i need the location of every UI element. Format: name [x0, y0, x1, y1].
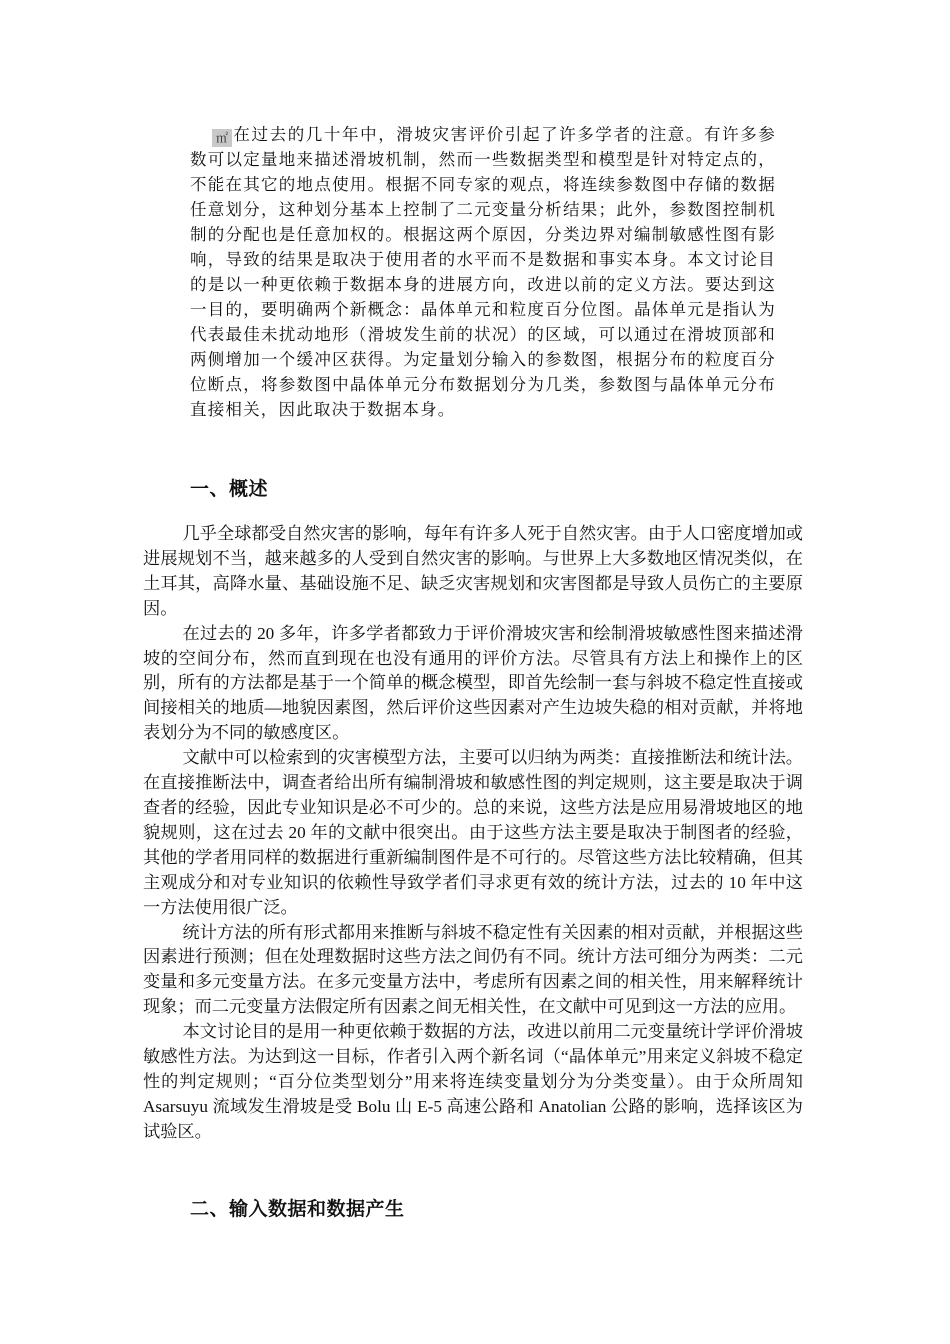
body-paragraph: 统计方法的所有形式都用来推断与斜坡不稳定性有关因素的相对贡献，并根据这些因素进行预测；但在处理数据时这些方法之间仍有不同。统计方法可细分为两类：二元变量和多元变量方法。在多元变量方法中，考虑所有因素之间的相关性，用来解释统计现象；而二元变量方法假定所有因素之间无相关性，在文献中可见到这一方法的应用。	[143, 922, 803, 1017]
section-heading-input-data: 二、输入数据和数据产生	[190, 1198, 405, 1220]
body-paragraph: 在过去的 20 多年，许多学者都致力于评价滑坡灾害和绘制滑坡敏感性图来描述滑坡的空间分布，然而直到现在也没有通用的评价方法。尽管具有方法上和操作上的区别，所有的方法都是基于一个简单的概念模型，即首先绘制一套与斜坡不稳定性直接或间接相关的地质—地貌因素图，然后评价这些因素对产生边坡失稳的相对贡献，并将地表划分为不同的敏感度区。	[143, 623, 803, 743]
embedded-object-icon: ㎡	[212, 129, 232, 147]
body-paragraph: 文献中可以检索到的灾害模型方法，主要可以归纳为两类：直接推断法和统计法。在直接推断法中，调查者给出所有编制滑坡和敏感性图的判定规则，这主要是取决于调查者的经验，因此专业知识是必不可少的。总的来说，这些方法是应用易滑坡地区的地貌规则，这在过去 20 年的文献中很突出。由于这些方法主要是取决于制图者的经验，其他的学者用同样的数据进行重新编制图件是不可行的。尽管这些方法比较精确，但其主观成分和对专业知识的依赖性导致学者们寻求更有效的统计方法，过去的 10 年中这一方法使用很广泛。	[143, 748, 803, 917]
abstract-text: 在过去的几十年中，滑坡灾害评价引起了许多学者的注意。有许多参数可以定量地来描述滑坡机制，然而一些数据类型和模型是针对特定点的，不能在其它的地点使用。根据不同专家的观点，将连续参数图中存储的数据任意划分，这种划分基本上控制了二元变量分析结果；此外，参数图控制机制的分配也是任意加权的。根据这两个原因，分类边界对编制敏感性图有影响，导致的结果是取决于使用者的水平而不是数据和事实本身。本文讨论目的是以一种更依赖于数据本身的进展方向，改进以前的定义方法。要达到这一目的，要明确两个新概念：晶体单元和粒度百分位图。晶体单元是指认为代表最佳未扰动地形（滑坡发生前的状况）的区域，可以通过在滑坡顶部和两侧增加一个缓冲区获得。为定量划分输入的参数图，根据分布的粒度百分位断点，将参数图中晶体单元分布数据划分为几类，参数图与晶体单元分布直接相关，因此取决于数据本身。	[190, 125, 776, 419]
section-heading-overview: 一、概述	[190, 478, 269, 500]
body-paragraph: 本文讨论目的是用一种更依赖于数据的方法，改进以前用二元变量统计学评价滑坡敏感性方法。为达到这一目标，作者引入两个新名词（“晶体单元”用来定义斜坡不稳定性的判定规则；“百分位类型划分”用来将连续变量划分为分类变量）。由于众所周知 Asarsuyu 流域发生滑坡是受 Bolu 山 E-5 高速公路和 Anatolian 公路的影响，选择该区为试验区。	[143, 1022, 803, 1141]
section-body-overview	[143, 522, 803, 1145]
body-paragraph: 几乎全球都受自然灾害的影响，每年有许多人死于自然灾害。由于人口密度增加或进展规划不当，越来越多的人受到自然灾害的影响。与世界上大多数地区情况类似，在土耳其，高降水量、基础设施不足、缺乏灾害规划和灾害图都是导致人员伤亡的主要原因。	[143, 524, 803, 618]
abstract-paragraph	[190, 122, 776, 422]
